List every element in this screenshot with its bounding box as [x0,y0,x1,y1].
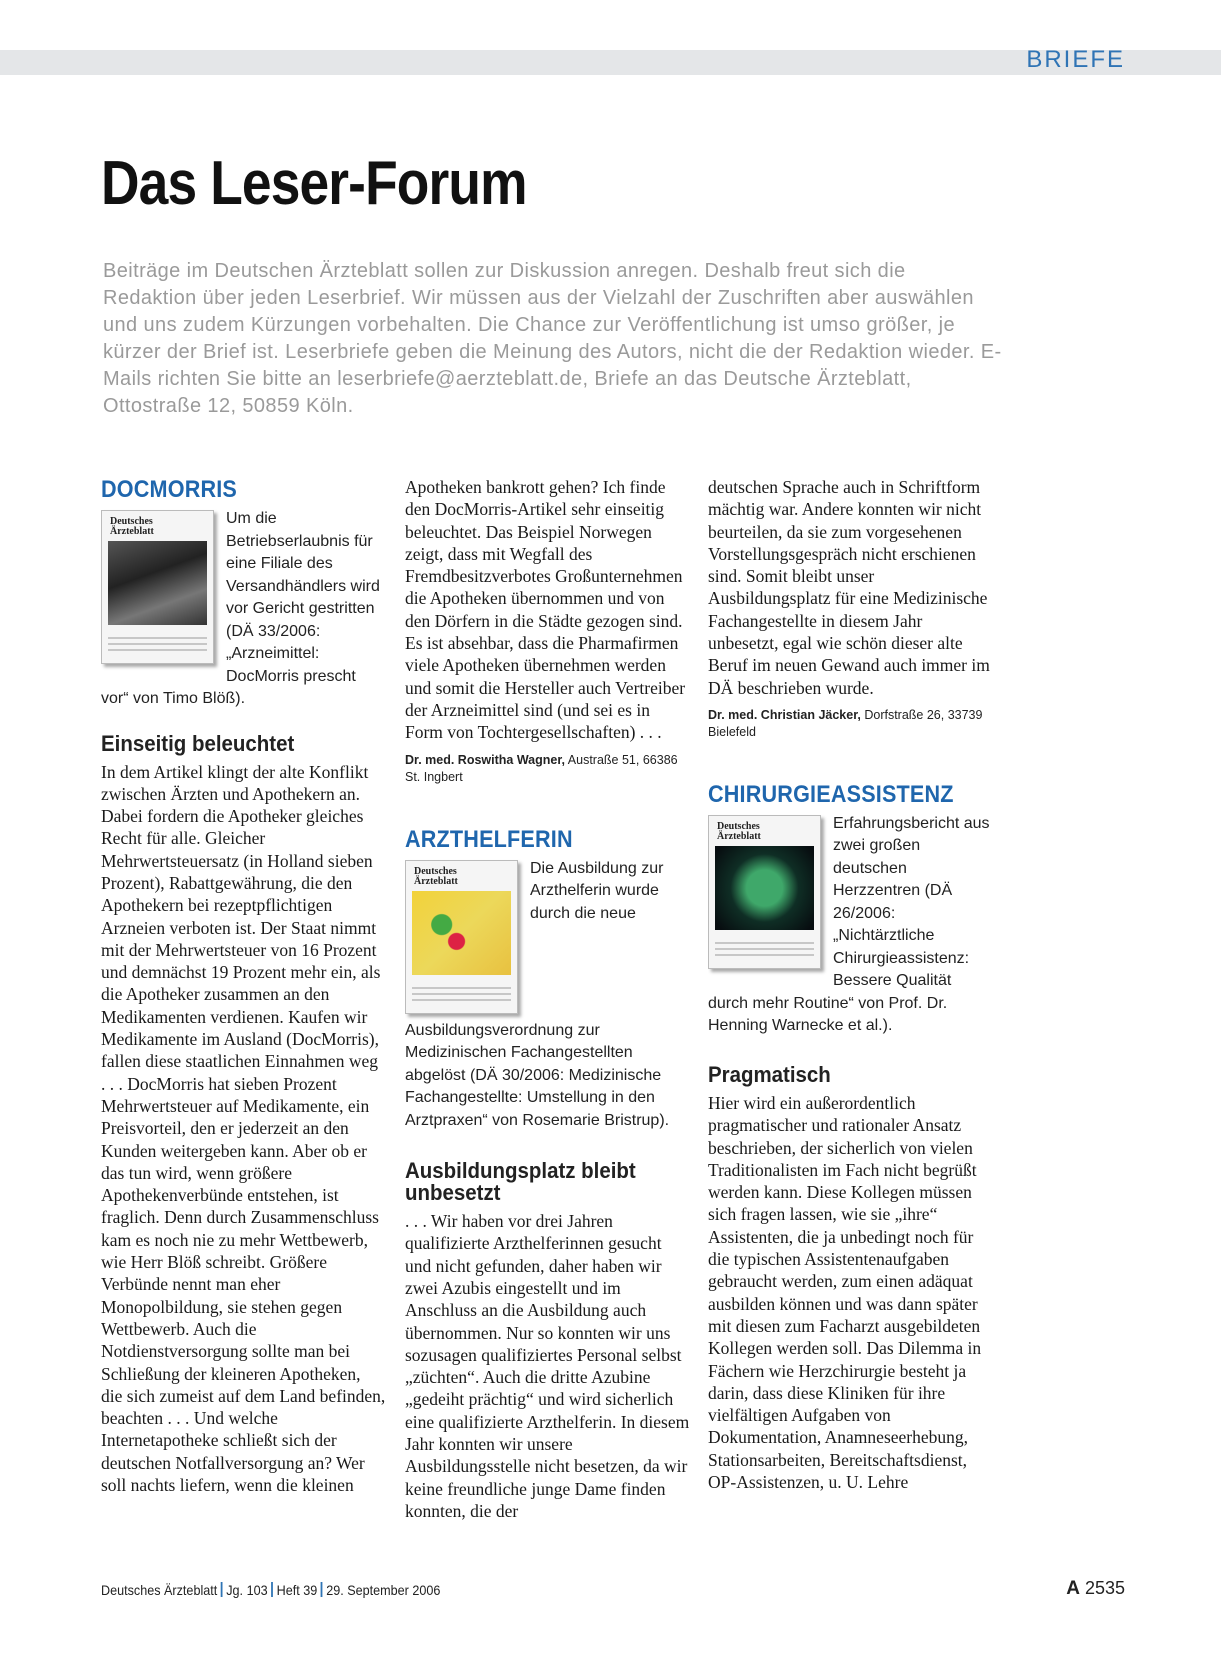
letter-body: Hier wird ein außerordentlich pragmatischer und rationaler Ansatz beschrieben, der sicherlich von vielen Traditionalisten im Fach nicht begrüßt werden kann. Diese Kollegen müssen sich fragen lassen, wie sie „ihre“ Assistenten, die ja unbedingt noch für die typischen Assistentenaufgaben gebraucht werden, zum einen adäquat ausbilden können und was dann später mit diesen zum Facharzt ausgebildeten Kollegen werden soll. Das Dilemma in Fächern wie Herzchirurgie besteht ja darin, dass diese Kliniken für ihre vielfältigen Aufgaben von Dokumentation, Anamneseerhebung, Stationsarbeiten, Bereitschaftsdienst, OP-Assistenzen, u. U. Lehre [708,1092,982,1493]
teaser-text: Die Ausbildung zur Arzthelferin wurde durch die neue Ausbildungsverordnung zur Medizinischen Fachangestellten abgelöst (DÄ 30/2006: Medizinische Fachangestellte: Umstellung in den Arztpraxen“ von Rosemarie Bristrup). [405,859,670,1129]
footer-journal: Deutsches Ärzteblatt [101,1582,218,1598]
footer-issue: Heft 39 [276,1582,318,1598]
teaser-text: Um die Betriebserlaubnis für eine Filiale des Versandhändlers wird vor Gericht gestritten (DÄ 33/2006: „Arzneimittel: DocMorris prescht vor“ von Timo Blöß). [101,510,380,707]
magazine-cover-thumbnail [101,510,214,664]
signature-address: Dorfstraße 26, 33739 Bielefeld [708,707,983,739]
page-number-value: 2535 [1084,1578,1125,1598]
column-2 [405,476,690,1522]
cover-text-lines [412,987,511,1005]
letter-body: . . . Wir haben vor drei Jahren qualifizierte Arzthelferinnen gesucht und nicht gefunden, daher haben wir zwei Azubis eingestellt und im Anschluss an die Ausbildung auch übernommen. Nur so konnten wir uns sozusagen qualifiziertes Personal selbst „züchten“. Auch die dritte Azubine „gedeiht prächtig“ und wird sicherlich eine qualifizierte Arzthelferin. In diesem Jahr konnten wir unsere Ausbildungsstelle nicht besetzen, da wir keine freundliche junge Dame finden konnten, die der [405,1211,690,1521]
page-number [1066,1578,1125,1600]
teaser-text: Erfahrungsbericht aus zwei großen deutschen Herzzentren (DÄ 26/2006: „Nichtärztliche Chirurgieassistenz: Bessere Qualität durch mehr Routine“ von Prof. Dr. Henning Warnecke et al.). [708,814,990,1035]
thumbnail-masthead: Deutsches Ärzteblatt [717,820,761,842]
rubric-chirurgieassistenz: CHIRURGIEASSISTENZ [708,780,954,808]
letter-signature [708,707,993,741]
footer-date: 29. September 2006 [326,1582,441,1598]
cover-illustration [412,891,511,975]
section-label: BRIEFE [1026,46,1125,73]
magazine-cover-thumbnail [708,815,821,969]
letter-signature [405,752,690,786]
column-3 [708,476,993,1493]
teaser-chirurgieassistenz [708,813,993,1038]
teaser-arzthelferin [405,858,690,1133]
page-prefix: A [1066,1578,1080,1599]
page-title: Das Leser-Forum [101,149,527,218]
footer-volume: Jg. 103 [226,1582,268,1598]
cover-photo [108,541,207,625]
rubric-docmorris: DOCMORRIS [101,476,238,503]
column-1 [101,476,386,1496]
cover-text-lines [108,637,207,655]
footer-separator [321,1582,323,1597]
footer-separator [271,1582,273,1597]
teaser-docmorris [101,508,386,711]
thumbnail-masthead: Deutsches Ärzteblatt [414,865,458,887]
letter-headline: Einseitig beleuchtet [101,730,295,756]
signature-name: Dr. med. Christian Jäcker, [708,707,861,722]
rubric-arzthelferin: ARZTHELFERIN [405,825,573,853]
cover-photo [715,846,814,930]
thumbnail-masthead: Deutsches Ärzteblatt [110,516,154,537]
cover-text-lines [715,942,814,960]
signature-address: Austraße 51, 66386 St. Ingbert [405,752,678,784]
footer-citation [101,1582,440,1598]
letter-body-continued: Apotheken bankrott gehen? Ich finde den DocMorris-Artikel sehr einseitig beleuchtet. Das Beispiel Norwegen zeigt, dass mit Wegfall des Fremdbesitzverbotes Großunternehmen die Apotheken übernommen und von den Dörfern in die Städte gezogen sind. Es ist absehbar, dass die Pharmafirmen viele Apotheken übernehmen werden und somit die Hersteller auch Vertreiber der Arzneimittel sind (und sei es in Form von Tochtergesellschaften) . . . [405,477,686,743]
letter-headline: Pragmatisch [708,1061,831,1087]
magazine-cover-thumbnail [405,860,518,1014]
letter-body: In dem Artikel klingt der alte Konflikt zwischen Ärzten und Apothekern an. Dabei fordern die Apotheker gleiches Recht für alle. Gleicher Mehrwertsteuersatz (in Holland sieben Prozent), Rabattgewährung, die den Apothekern bei rezeptpflichtigen Arzneien verboten ist. Der Staat nimmt mit der Mehrwertsteuer von 16 Prozent und demnächst 19 Prozent mehr ein, als die Apotheker zusammen an den Medikamenten verdienen. Kaufen wir Medikamente im Ausland (DocMorris), fallen diese staatlichen Einnahmen weg . . . DocMorris hat sieben Prozent Mehrwertsteuer auf Medikamente, ein Preisvorteil, den er jederzeit an den Kunden weitergeben kann. Aber ob er das tun wird, wenn größere Apothekenverbünde entstehen, ist fraglich. Denn durch Zusammenschluss kam es noch nie zu mehr Wettbewerb, wie Herr Blöß schreibt. Größere Verbünde nennt man eher Monopolbildung, sie stehen gegen Wettbewerb. Auch die Notdienstversorgung sollte man bei Schließung der kleineren Apotheken, die sich zumeist auf dem Land befinden, beachten . . . Und welche Internetapotheke schließt sich der deutschen Notfallversorgung an? Wer soll nachts liefern, wenn die kleinen [101,761,386,1495]
intro-paragraph: Beiträge im Deutschen Ärzteblatt sollen zur Diskussion anregen. Deshalb freut sich die Redaktion über jeden Leserbrief. Wir müssen aus der Vielzahl der Zuschriften aber auswählen und uns zudem Kürzungen vorbehalten. Die Chance zur Veröffentlichung ist umso größer, je kürzer der Brief ist. Leserbriefe geben die Meinung des Autors, nicht die der Redaktion wieder. E-Mails richten Sie bitte an leserbriefe@aerzteblatt.de, Briefe an das Deutsche Ärzteblatt, Ottostraße 12, 50859 Köln. [103,260,1002,417]
letter-body-continued: deutschen Sprache auch in Schriftform mächtig war. Andere konnten wir nicht beurteilen, da sie zum vorgesehenen Vorstellungsgespräch nicht erschienen sind. Somit bleibt unser Ausbildungsplatz für eine Medizinische Fachangestellte in diesem Jahr unbesetzt, egal wie schön dieser alte Beruf im neuen Gewand auch immer im DÄ beschrieben wurde. [708,477,990,698]
signature-name: Dr. med. Roswitha Wagner, [405,752,565,767]
letter-headline: Ausbildungsplatz bleibt unbesetzt [405,1158,636,1206]
footer-separator [221,1582,223,1597]
